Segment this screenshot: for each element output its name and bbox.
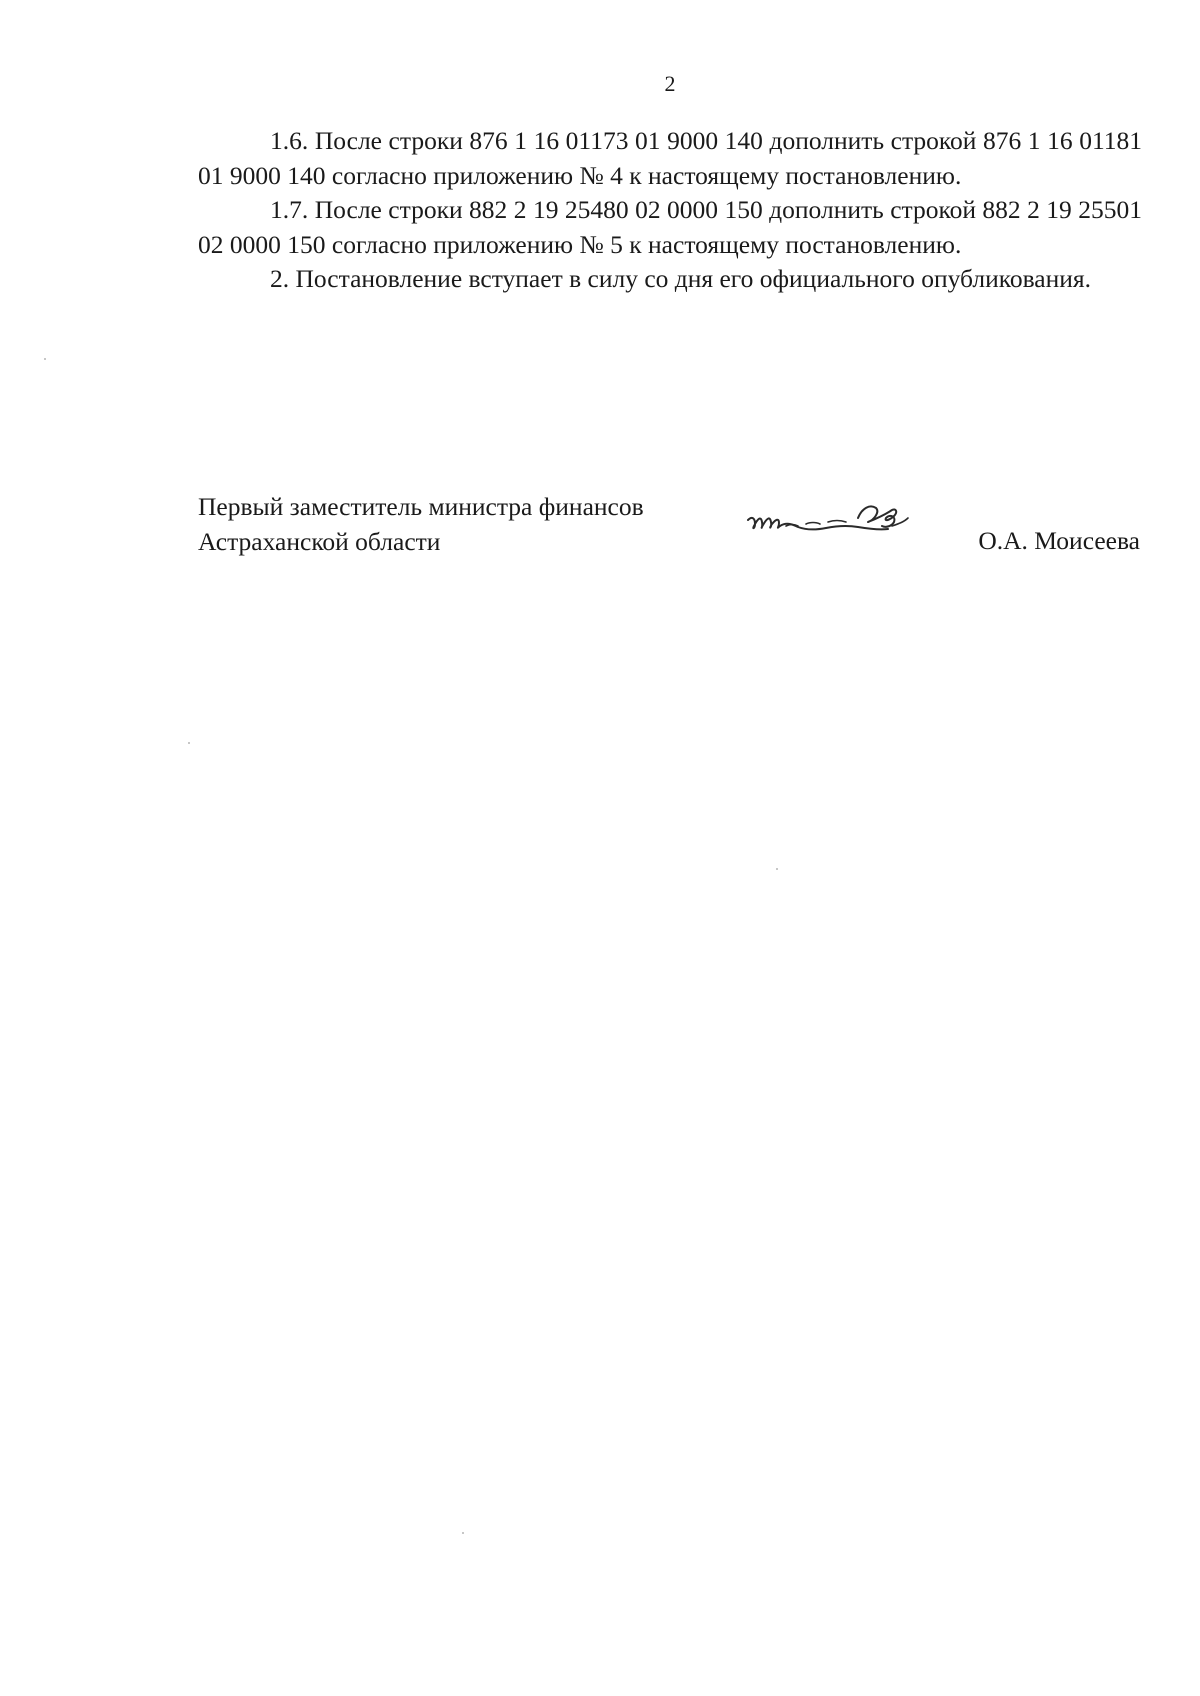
- document-body: [198, 124, 1142, 297]
- scan-speck: [44, 358, 46, 360]
- scan-speck: [462, 1532, 464, 1534]
- paragraph-2: 2. Постановление вступает в силу со дня его официального опубликования.: [270, 264, 1091, 293]
- signatory-position-line-1: Первый заместитель министра финансов: [198, 492, 644, 521]
- scan-speck: [776, 868, 778, 870]
- scan-speck: [188, 742, 190, 744]
- paragraph-1-6: 1.6. После строки 876 1 16 01173 01 9000 140 дополнить строкой 876 1 16 01181 01 9000 140 согласно приложению № 4 к настоящему постановлению.: [198, 126, 1142, 190]
- signature-block: [198, 490, 1142, 570]
- handwritten-signature: [746, 500, 916, 544]
- page-number: 2: [664, 71, 676, 96]
- signatory-position-line-2: Астраханской области: [198, 526, 441, 556]
- signatory-name: О.А. Моисеева: [978, 526, 1140, 555]
- signatory-position: [198, 490, 644, 559]
- paragraph-1-7: 1.7. После строки 882 2 19 25480 02 0000 150 дополнить строкой 882 2 19 25501 02 0000 150 согласно приложению № 5 к настоящему постановлению.: [198, 195, 1142, 259]
